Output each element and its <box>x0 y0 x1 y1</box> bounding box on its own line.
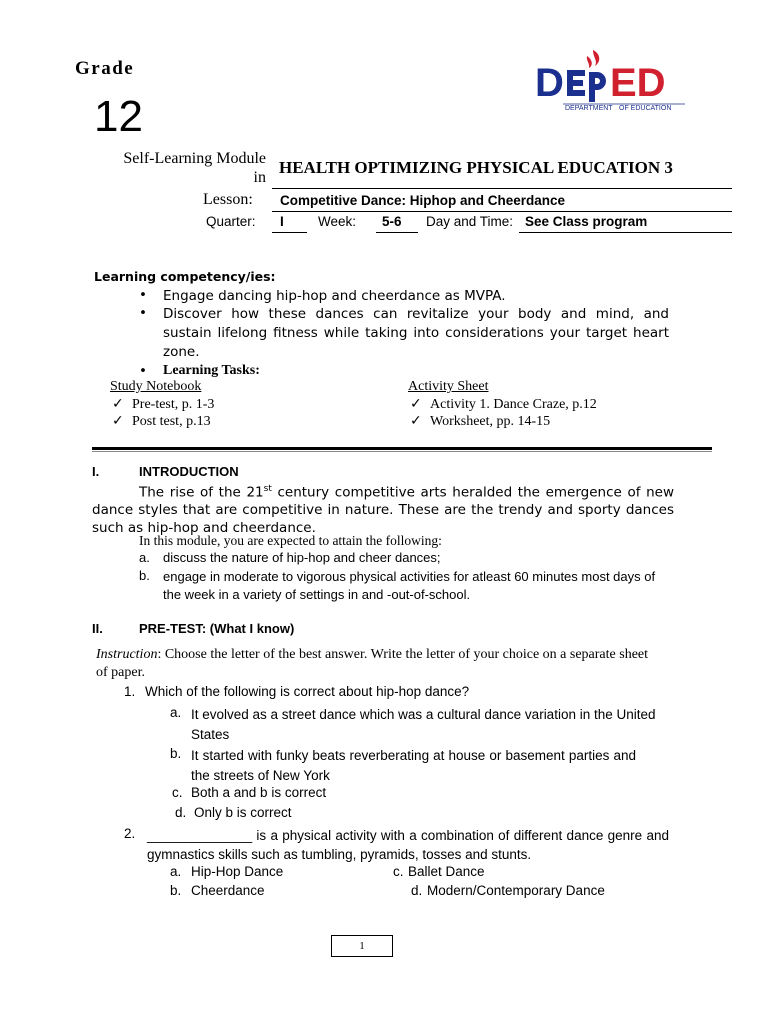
bullet-icon: • <box>139 305 147 321</box>
logo-caption-a: DEPARTMENT <box>565 105 613 112</box>
notebook-item <box>112 413 211 430</box>
instruction-text: : Choose the letter of the best answer. Write the letter of your choice on a separate sheet of paper. <box>96 647 649 680</box>
question-text: Which of the following is correct about hip-hop dance? <box>145 684 470 699</box>
logo-letter-p <box>589 72 606 102</box>
week-label: Week: <box>318 214 357 229</box>
option-text: It started with funky beats reverberating at house or basement parties and the streets of New York <box>191 748 636 783</box>
logo-letter-e <box>567 70 585 96</box>
daytime-label: Day and Time: <box>426 214 514 229</box>
notebook-item-text: Pre-test, p. 1-3 <box>132 397 215 412</box>
grade-label: Grade <box>75 58 135 79</box>
option-marker: d. <box>411 883 423 898</box>
study-notebook-title: Study Notebook <box>110 379 202 394</box>
subject-title: HEALTH OPTIMIZING PHYSICAL EDUCATION 3 <box>279 158 673 177</box>
option-text: Hip-Hop Dance <box>191 864 284 879</box>
intro-paragraph <box>92 481 674 537</box>
instruction-label: Instruction <box>96 647 158 662</box>
lesson-label: Lesson: <box>203 191 253 208</box>
deped-logo-graphic <box>535 46 695 118</box>
activity-item-text: Activity 1. Dance Craze, p.12 <box>430 397 597 412</box>
objective-marker: a. <box>139 550 150 565</box>
lesson-rule-bottom <box>272 211 732 212</box>
option-marker: b. <box>170 883 182 898</box>
week-value: 5-6 <box>382 214 402 229</box>
lesson-rule-top <box>272 188 732 189</box>
module-label: Self-Learning Module <box>123 150 266 167</box>
question-text-body: is a physical activity with a combination of different dance genre and gymnastics skills such as tumbling, pyramids, tosses and stunts. <box>147 828 669 862</box>
intro-heading: INTRODUCTION <box>139 464 239 479</box>
intro-numeral: I. <box>92 464 100 479</box>
option-marker: d. <box>175 805 187 820</box>
notebook-item <box>112 396 214 413</box>
answer-blank: ______________ <box>147 828 253 843</box>
question-number: 1. <box>124 684 136 699</box>
pretest-heading: PRE-TEST: (What I know) <box>139 621 295 636</box>
activity-item-text: Worksheet, pp. 14-15 <box>430 414 551 429</box>
check-icon: ✓ <box>112 413 124 429</box>
lesson-value: Competitive Dance: Hiphop and Cheerdance <box>280 193 566 208</box>
quarter-label: Quarter: <box>206 214 256 229</box>
objective-item: engage in moderate to vigorous physical activities for atleast 60 minutes most days of the week in a variety of settings in and -out-of-school. <box>163 569 656 602</box>
pretest-numeral: II. <box>92 621 103 636</box>
check-icon: ✓ <box>410 396 422 412</box>
quarter-value: I <box>280 214 284 229</box>
option-marker: c. <box>172 785 183 800</box>
activity-item <box>410 396 597 413</box>
torch-flame-icon <box>593 50 599 66</box>
quarter-rule <box>272 232 307 233</box>
check-icon: ✓ <box>112 396 124 412</box>
option-text: Cheerdance <box>191 883 265 898</box>
week-rule <box>376 232 418 233</box>
competency-item: Engage dancing hip-hop and cheerdance as MVPA. <box>163 288 506 304</box>
grade-number: 12 <box>94 92 143 141</box>
module-label-in: in <box>253 169 266 186</box>
option-text: It evolved as a street dance which was a cultural dance variation in the United States <box>191 707 656 742</box>
option-text: Both a and b is correct <box>191 785 327 800</box>
logo-letter-d: D <box>535 61 564 105</box>
objective-marker: b. <box>139 568 150 583</box>
option-text: Ballet Dance <box>408 864 485 879</box>
option-marker: b. <box>170 746 182 761</box>
activity-item <box>410 413 550 430</box>
intro-text-a: The rise of the 21 <box>139 484 264 501</box>
option-marker: a. <box>170 864 182 879</box>
option-marker: c. <box>393 864 404 879</box>
section-divider <box>92 447 712 450</box>
check-icon: ✓ <box>410 413 422 429</box>
competency-item: Discover how these dances can revitalize your body and mind, and sustain lifelong fitness while taking into considerations your target heart zone. <box>163 306 669 360</box>
option-text: Modern/Contemporary Dance <box>427 883 605 898</box>
option-text: Only b is correct <box>194 805 292 820</box>
intro-text-b: century competitive arts heralded the emergence of new dance styles that are competitive in nature. These are the trendy and sporty dances such as hip-hop and cheerdance. <box>92 484 674 536</box>
torch-flame-icon-2 <box>587 56 592 68</box>
bullet-icon: • <box>139 363 147 379</box>
section-divider-shadow <box>92 451 712 452</box>
bullet-icon: • <box>139 287 147 303</box>
daytime-rule <box>519 232 732 233</box>
objective-item: discuss the nature of hip-hop and cheer dances; <box>163 550 441 565</box>
option-marker: a. <box>170 705 182 720</box>
intro-objectives-lead: In this module, you are expected to attain the following: <box>139 533 442 548</box>
deped-logo <box>535 46 695 118</box>
learning-tasks-label: Learning Tasks: <box>163 363 260 378</box>
page-number: 1 <box>331 935 393 957</box>
daytime-value: See Class program <box>525 214 648 229</box>
logo-caption-b: OF EDUCATION <box>619 105 672 112</box>
pretest-instruction <box>96 646 656 682</box>
activity-sheet-title: Activity Sheet <box>408 379 489 394</box>
logo-letters-ed: ED <box>610 61 666 105</box>
notebook-item-text: Post test, p.13 <box>132 414 211 429</box>
question-number: 2. <box>124 826 136 841</box>
intro-superscript: st <box>263 484 272 494</box>
question-text <box>147 826 669 864</box>
competency-heading: Learning competency/ies: <box>94 269 276 284</box>
